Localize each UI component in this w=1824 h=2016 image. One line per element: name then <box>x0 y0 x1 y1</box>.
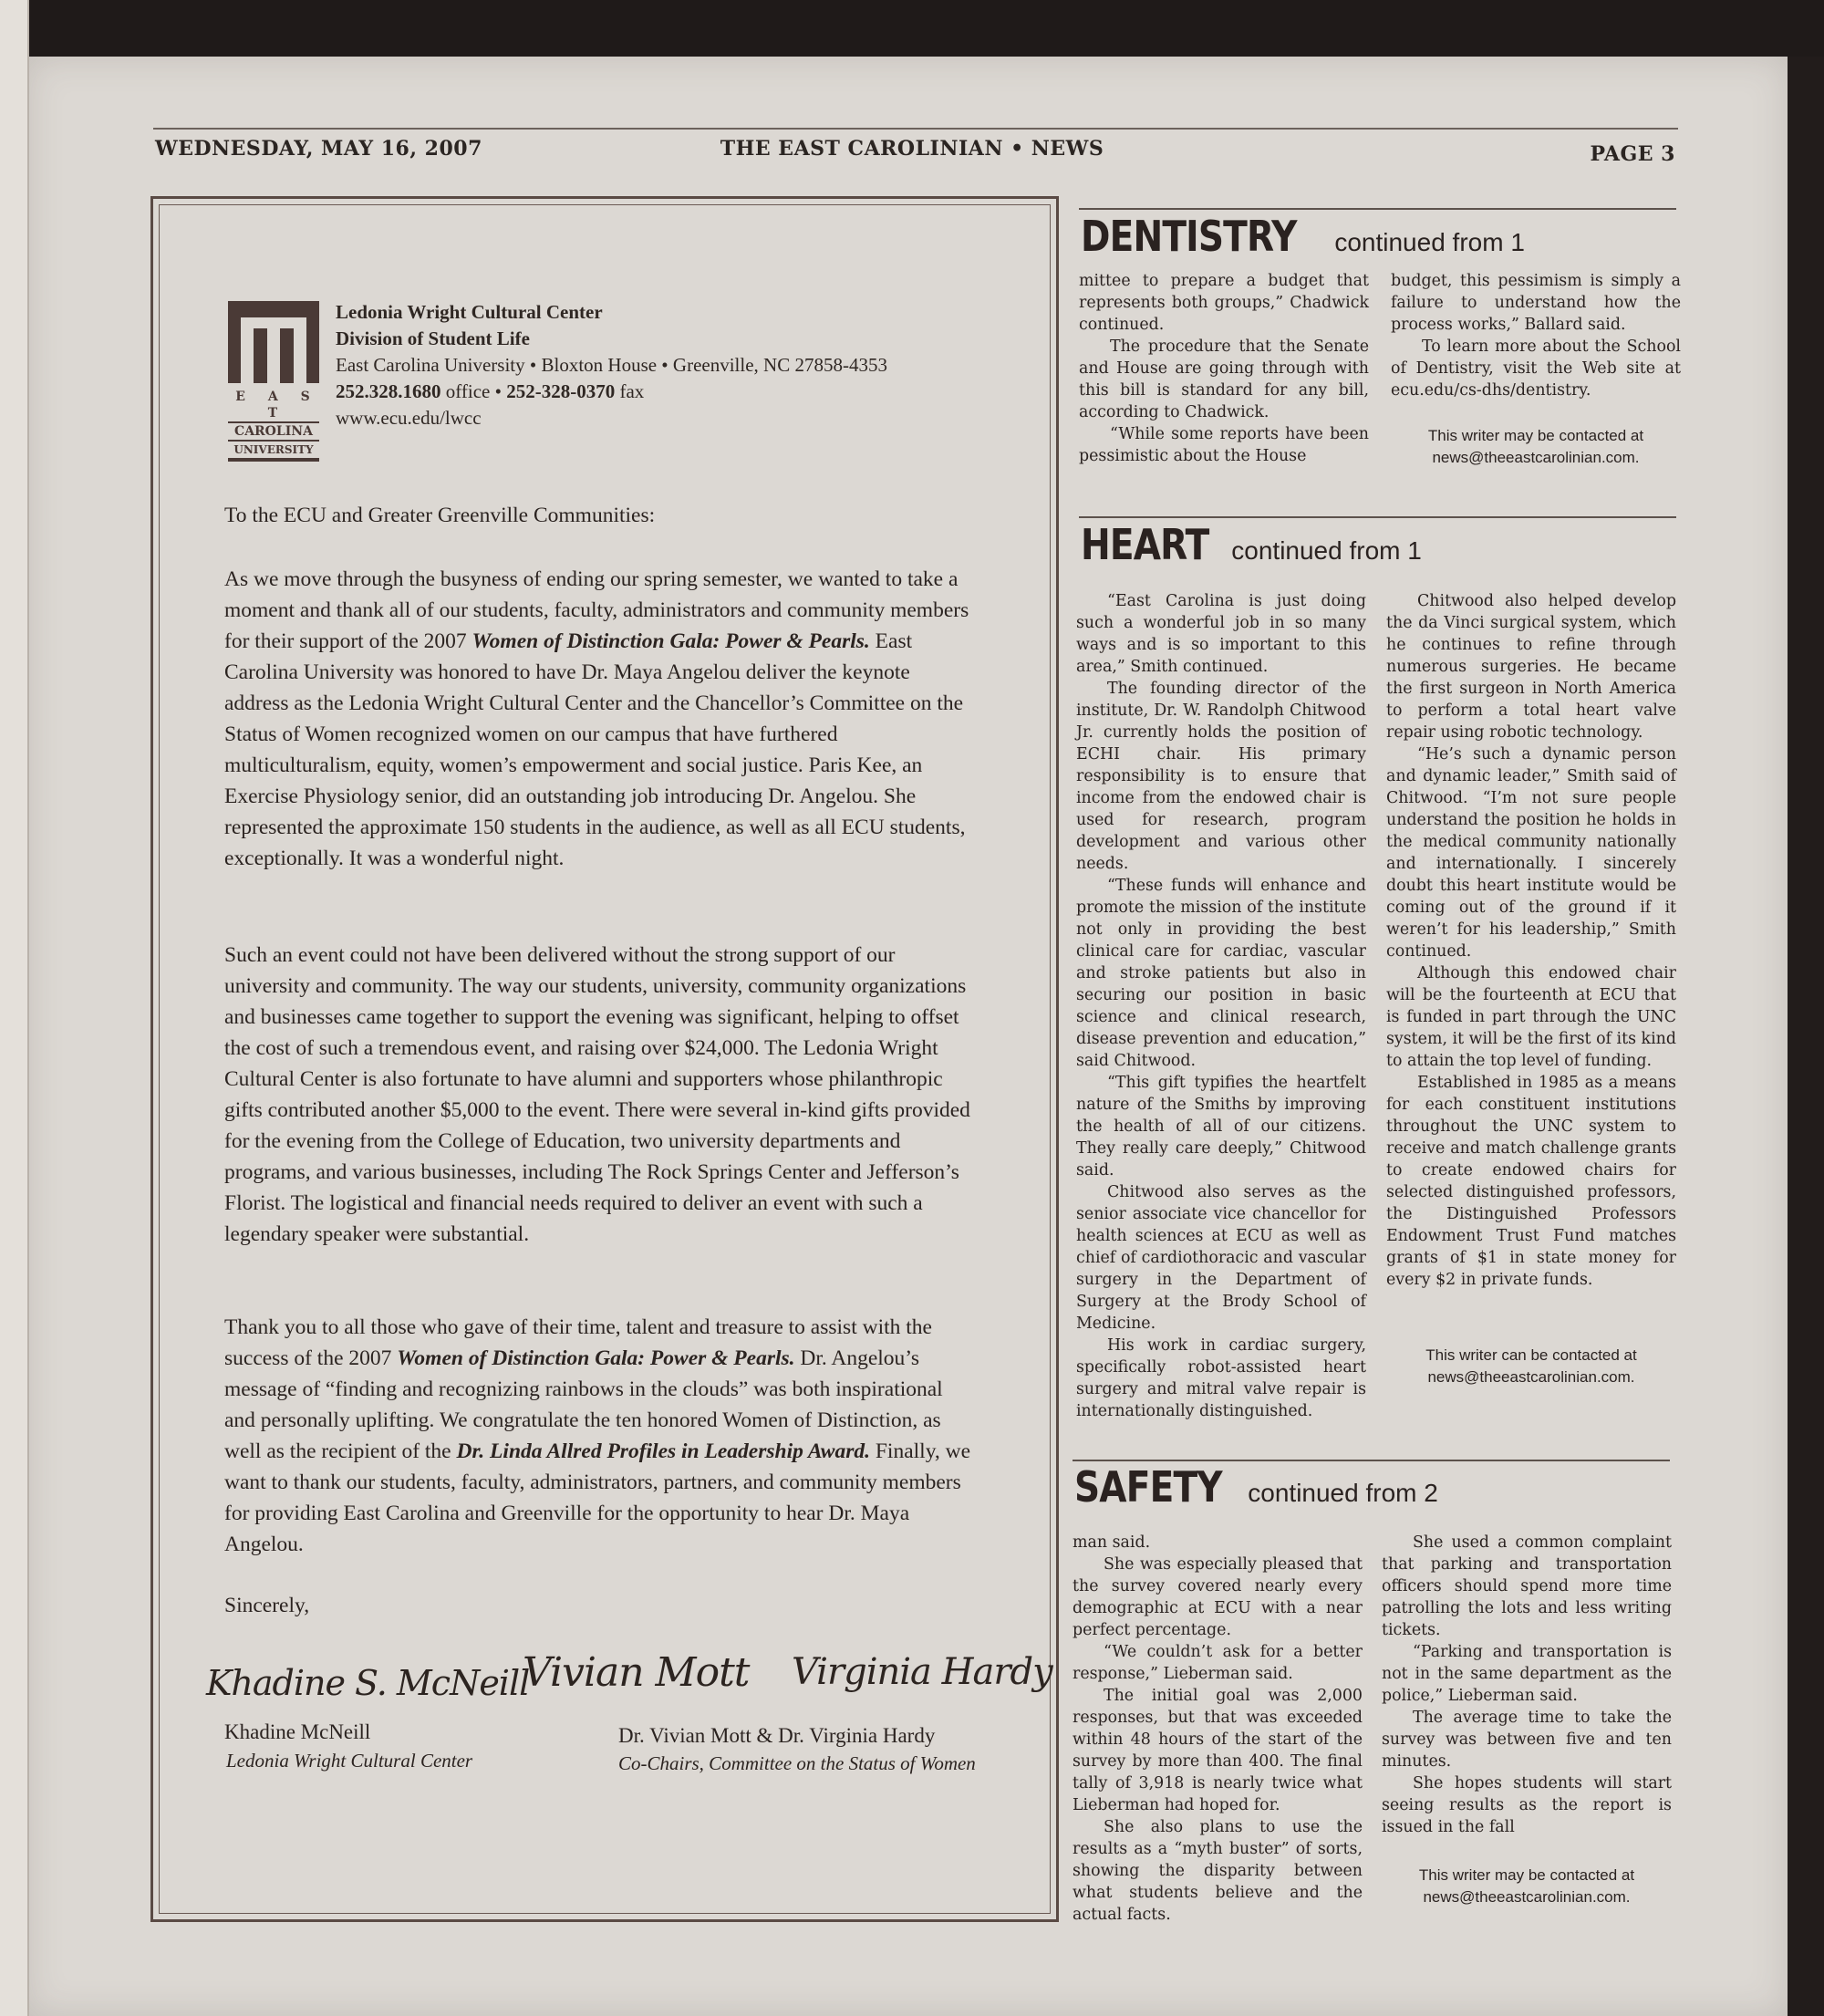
dentistry-column-1: mittee to prepare a budget that represents both groups,” Chadwick continued. The procedure that the Senate and House are going through with this bill is standard for any bill, according to Chadwick. “While some reports have been pessimistic about the House <box>1079 272 1369 465</box>
signature-hardy: Virginia Hardy <box>792 1651 1052 1693</box>
publication-name: THE EAST CAROLINIAN • NEWS <box>720 137 1104 161</box>
office-label: office <box>445 380 491 402</box>
thank-you-letter-ad <box>150 196 1059 1922</box>
heart-headline <box>1081 520 1422 569</box>
dentistry-title: DENTISTRY <box>1081 212 1297 261</box>
website-link[interactable]: www.ecu.edu/lwcc <box>336 407 482 429</box>
heart-rule <box>1079 516 1676 518</box>
safety-rule <box>1073 1460 1670 1461</box>
safety-headline <box>1074 1462 1438 1512</box>
scan-right-border <box>1788 57 1824 2016</box>
header-rule <box>153 128 1678 130</box>
safety-contact: This writer may be contacted at news@theeastcarolinian.com. <box>1418 1866 1635 1906</box>
signer-2-name: Dr. Vivian Mott & Dr. Virginia Hardy <box>618 1724 936 1747</box>
award-name: Dr. Linda Allred Profiles in Leadership Award. <box>456 1439 870 1463</box>
signature-mcneill: Khadine S. McNeill <box>206 1663 530 1703</box>
dentistry-contact: This writer may be contacted at news@theeastcarolinian.com. <box>1427 427 1644 466</box>
event-name-2: Women of Distinction Gala: Power & Pearls. <box>397 1346 795 1370</box>
dentistry-rule <box>1079 208 1676 210</box>
signer-1-name: Khadine McNeill <box>224 1720 371 1743</box>
safety-title: SAFETY <box>1074 1462 1222 1512</box>
letter-paragraph-2: Such an event could not have been delivered without the strong support of our university and community. The way our students, university, community organizations and businesses came together to support the evening was significant, helping to offset the cost of such a tremendous event, and raising over $24,000. The Ledonia Wright Cultural Center is also fortunate to have alumni and supporters whose philanthropic gifts contributed another $5,000 to the event. There were several in-kind gifts provided for the evening from the College of Education, two university departments and programs, and various businesses, including The Rock Springs Center and Jefferson’s Florist. The logistical and financial needs required to deliver an event with such a legendary speaker were substantial. <box>224 943 970 1246</box>
dentistry-headline <box>1081 212 1525 261</box>
dentistry-continued: continued from 1 <box>1334 228 1525 256</box>
safety-column-2: She used a common complaint that parking and transportation officers should spend more time patrolling the lots and less writing tickets. “Parking and transportation is not in the same department as the police,” Lieberman said. The average time to take the survey was between five and ten minutes. She hopes students will start seeing results as the report is issued in the fall <box>1382 1533 1672 1836</box>
contact-block <box>336 299 887 431</box>
division-name: Division of Student Life <box>336 327 530 349</box>
event-name: Women of Distinction Gala: Power & Pearls. <box>472 629 870 653</box>
issue-date: WEDNESDAY, MAY 16, 2007 <box>155 137 482 161</box>
scan-top-border <box>27 0 1824 57</box>
ecu-logo <box>228 301 319 462</box>
closing: Sincerely, <box>224 1594 310 1617</box>
org-name: Ledonia Wright Cultural Center <box>336 301 603 323</box>
heart-column-2: Chitwood also helped develop the da Vinci surgical system, which he continues to refine through numerous surgeries. He became the first surgeon in North America to perform a total heart valve repair using robotic technology. “He’s such a dynamic person and dynamic leader,” Smith said of Chitwood. “I’m not sure people understand the position he holds in the medical community nationally and internationally. I sincerely doubt this heart institute would be coming out of the ground if it weren’t for his leadership,” Smith continued. Although this endowed chair will be the fourteenth at ECU that is funded in part through the UNC system, it will be the first of its kind to attain the top level of funding. Established in 1985 as a means for each constituent institutions throughout the UNC system to receive and match challenge grants to create endowed chairs for selected distinguished professors, the Distinguished Professors Endowment Trust Fund matches grants of $1 in state money for every $2 in private funds. <box>1386 592 1676 1289</box>
heart-column-1: “East Carolina is just doing such a wonderful job in so many ways and is so important to this area,” Smith continued. The founding director of the institute, Dr. W. Randolph Chitwood Jr. currently holds the position of ECHI chair. His primary responsibility is to ensure that income from the endowed chair is used for research, program development and various other needs. “These funds will enhance and promote the mission of the institute not only in providing the best clinical care for cardiac, vascular and stroke patients but also in securing our position in basic science and clinical research, disease prevention and education,” said Chitwood. “This gift typifies the heartfelt nature of the Smiths by improving the health of all of our citizens. They really care deeply,” Chitwood said. Chitwood also serves as the senior associate vice chancellor for health sciences at ECU as well as chief of cardiothoracic and vascular surgery in the Department of Surgery at the Brody School of Medicine. His work in cardiac surgery, specifically robot-assisted heart surgery and mitral valve repair is internationally distinguished. <box>1076 592 1366 1420</box>
page-number: PAGE 3 <box>1590 142 1675 166</box>
office-phone: 252.328.1680 <box>336 380 441 402</box>
phone-line: 252.328.1680 office • 252-328-0370 fax <box>336 380 645 402</box>
fax-number: 252-328-0370 <box>506 380 616 402</box>
page-binding-edge <box>0 0 29 2016</box>
signer-2-title: Co-Chairs, Committee on the Status of Women <box>618 1752 976 1774</box>
heart-continued: continued from 1 <box>1231 536 1422 565</box>
heart-title: HEART <box>1081 520 1209 569</box>
letter-paragraph-1: As we move through the busyness of ending our spring semester, we wanted to take a moment and thank all of our students, faculty, administrators and community members for their support of the 2007 Women of Distinction Gala: Power & Pearls. East Carolina University was honored to have Dr. Maya Angelou deliver the keynote address as the Ledonia Wright Cultural Center and the Chancellor’s Committee on the Status of Women recognized women on our campus that have furthered multiculturalism, equity, women’s empowerment and social justice. Paris Kee, an Exercise Physiology senior, did an outstanding job introducing Dr. Angelou. She represented the approximate 150 students in the audience, as well as all ECU students, exceptionally. It was a wonderful night. <box>224 567 969 870</box>
letter-paragraph-3: Thank you to all those who gave of their time, talent and treasure to assist with the success of the 2007 Women of Distinction Gala: Power & Pearls. Dr. Angelou’s message of “finding and recognizing rainbows in the clouds” was both inspirational and personally uplifting. We congratulate the ten honored Women of Distinction, as well as the recipient of the Dr. Linda Allred Profiles in Leadership Award. Finally, we want to thank our students, faculty, administrators, partners, and community members for providing East Carolina and Greenville for the opportunity to hear Dr. Maya Angelou. <box>224 1315 971 1556</box>
logo-east: E A S T <box>228 389 319 423</box>
safety-column-1: man said. She was especially pleased that the survey covered nearly every demographic at ECU with a near perfect percentage. “We couldn’t ask for a better response,” Lieberman said. The initial goal was 2,000 responses, but that was exceeded within 48 hours of the start of the survey by more than 400. The final tally of 3,918 is nearly twice what Lieberman had hoped for. She also plans to use the results as a “myth buster” of sorts, showing the disparity between what students believe and the actual facts. <box>1073 1533 1363 1924</box>
signature-mott: Vivian Mott <box>523 1649 750 1696</box>
heart-contact: This writer can be contacted at news@theeastcarolinian.com. <box>1425 1346 1637 1386</box>
dentistry-column-2: budget, this pessimism is simply a failure to understand how the process works,” Ballard said. To learn more about the School of Dentistry, visit the Web site at ecu.edu/cs-dhs/dentistry. <box>1391 272 1681 400</box>
safety-continued: continued from 2 <box>1248 1479 1438 1507</box>
logo-carolina: CAROLINA <box>228 423 319 442</box>
ecu-logo-icon <box>228 301 319 383</box>
logo-university: UNIVERSITY <box>228 442 319 462</box>
fax-label: fax <box>619 380 645 402</box>
salutation: To the ECU and Greater Greenville Communities: <box>224 504 656 527</box>
signer-1-title: Ledonia Wright Cultural Center <box>226 1750 473 1772</box>
address: East Carolina University • Bloxton House • Greenville, NC 27858-4353 <box>336 354 887 376</box>
